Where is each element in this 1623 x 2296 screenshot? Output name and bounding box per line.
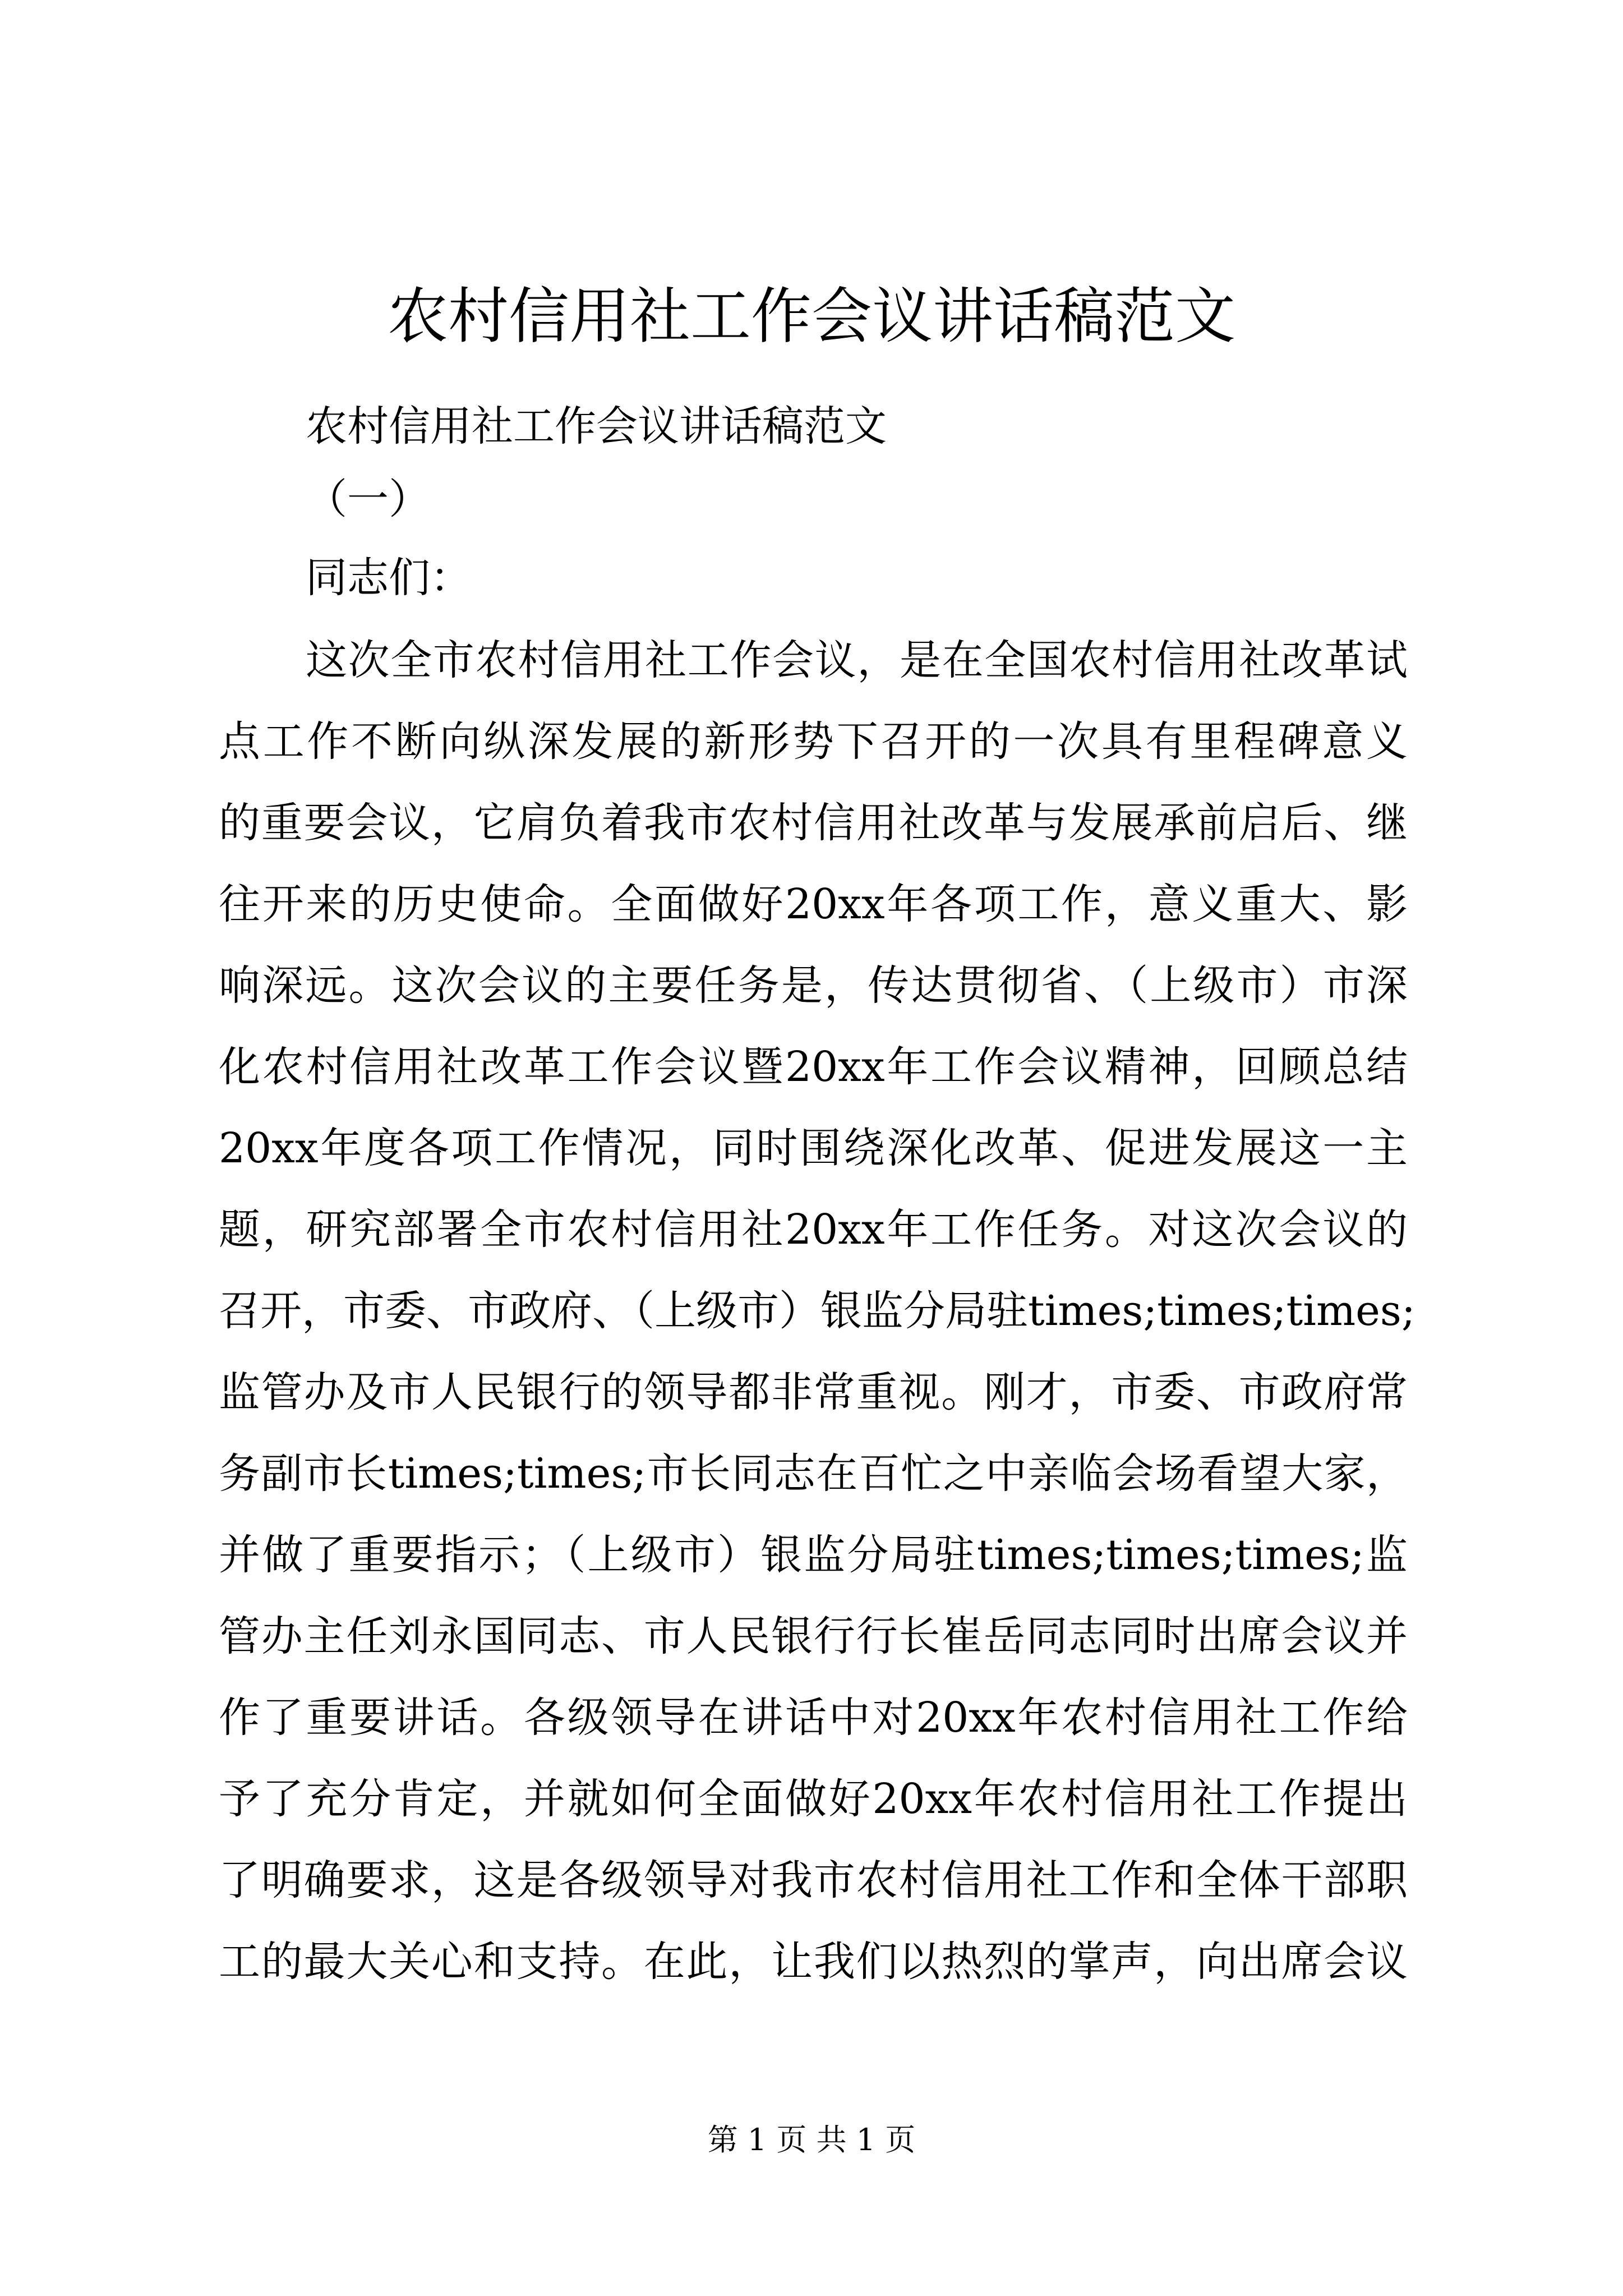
paragraph-line: 务副市长times;times;市长同志在百忙之中亲临会场看望大家， <box>219 1450 1408 1498</box>
paragraph-line: 题，研究部署全市农村信用社20xx年工作任务。对这次会议的 <box>219 1205 1408 1254</box>
section-marker: （一） <box>306 475 430 523</box>
paragraph-line: 监管办及市人民银行的领导都非常重视。刚才，市委、市政府常 <box>219 1368 1408 1416</box>
paragraph-line: 的重要会议，它肩负着我市农村信用社改革与发展承前启后、继 <box>219 799 1408 847</box>
paragraph-line: 并做了重要指示；（上级市）银监分局驻times;times;times;监 <box>219 1531 1408 1579</box>
salutation: 同志们： <box>306 554 472 602</box>
page-number-footer: 第 1 页 共 1 页 <box>707 2122 916 2157</box>
paragraph-line: 予了充分肯定，并就如何全面做好20xx年农村信用社工作提出 <box>219 1775 1408 1823</box>
document-subtitle: 农村信用社工作会议讲话稿范文 <box>306 402 887 450</box>
paragraph-line: 响深远。这次会议的主要任务是，传达贯彻省、（上级市）市深 <box>219 961 1408 1010</box>
paragraph-line: 作了重要讲话。各级领导在讲话中对20xx年农村信用社工作给 <box>219 1694 1408 1742</box>
paragraph-line: 化农村信用社改革工作会议暨20xx年工作会议精神，回顾总结 <box>219 1043 1408 1091</box>
paragraph-line: 召开，市委、市政府、（上级市）银监分局驻times;times;times; <box>219 1287 1415 1335</box>
paragraph-line: 管办主任刘永国同志、市人民银行行长崔岳同志同时出席会议并 <box>219 1612 1408 1660</box>
paragraph-line: 20xx年度各项工作情况，同时围绕深化改革、促进发展这一主 <box>219 1124 1408 1172</box>
paragraph-line: 这次全市农村信用社工作会议，是在全国农村信用社改革试 <box>306 636 1408 684</box>
paragraph-line: 了明确要求，这是各级领导对我市农村信用社工作和全体干部职 <box>219 1856 1408 1904</box>
paragraph-line: 工的最大关心和支持。在此，让我们以热烈的掌声，向出席会议 <box>219 1938 1408 1986</box>
paragraph-line: 点工作不断向纵深发展的新形势下召开的一次具有里程碑意义 <box>219 717 1408 766</box>
paragraph-line: 往开来的历史使命。全面做好20xx年各项工作，意义重大、影 <box>219 880 1408 928</box>
document-title: 农村信用社工作会议讲话稿范文 <box>387 282 1235 352</box>
